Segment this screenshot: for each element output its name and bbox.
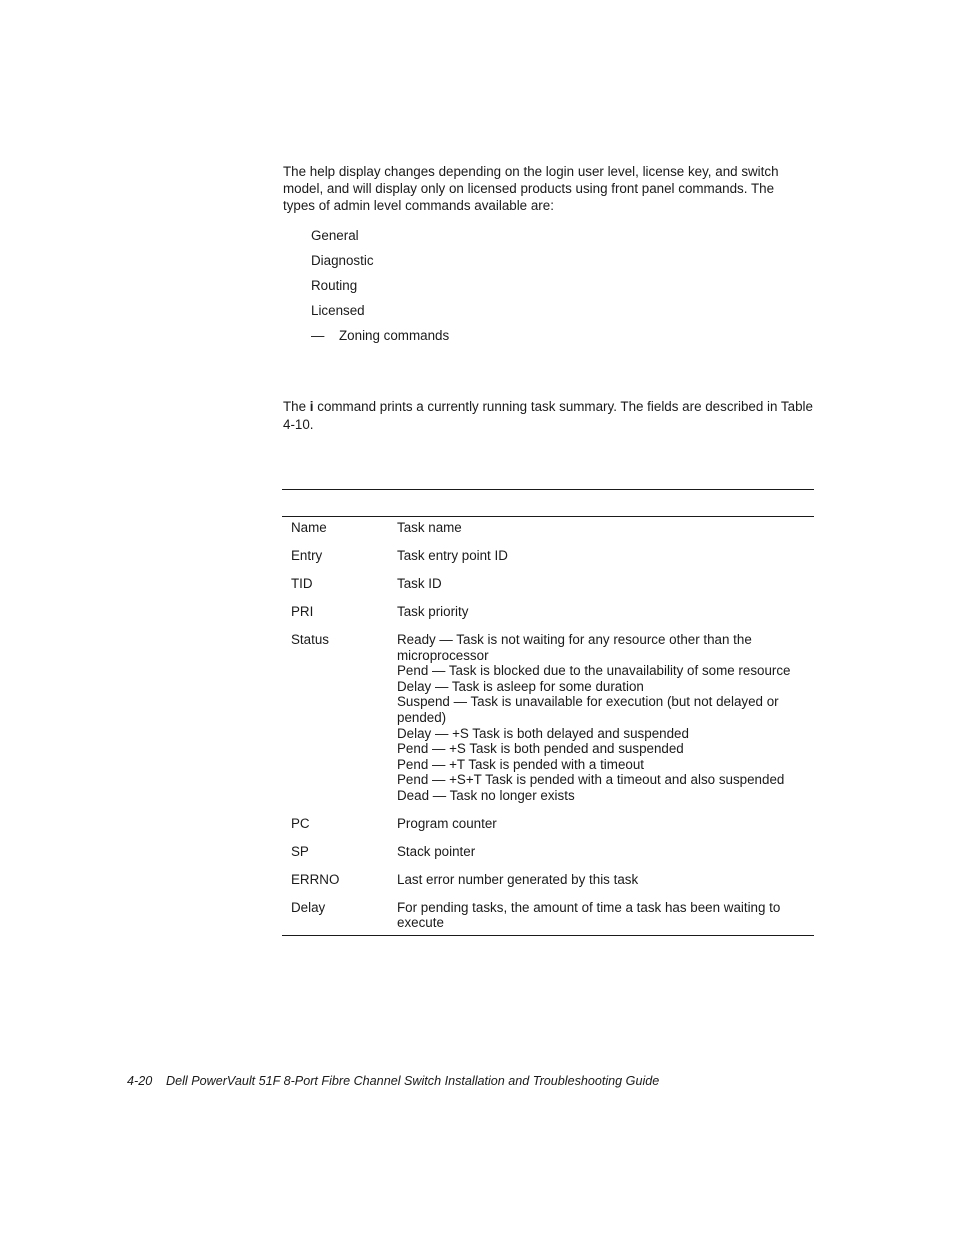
field-name: ERRNO: [291, 871, 340, 887]
list-item: General: [311, 228, 359, 243]
table-body: [282, 520, 814, 931]
description-line: Task entry point ID: [397, 547, 508, 563]
description-line: Suspend — Task is unavailable for execution (but not delayed or pended): [397, 694, 779, 725]
description-line: Task priority: [397, 603, 469, 619]
field-description: [397, 900, 814, 931]
field-name: Entry: [291, 547, 323, 563]
command-description: [283, 398, 813, 434]
table-row: [282, 520, 814, 548]
field-name: Status: [291, 631, 329, 647]
description-line: Pend — +T Task is pended with a timeout: [397, 756, 644, 772]
table-header-rule: [282, 516, 814, 517]
field-name: Delay: [291, 899, 326, 915]
document-title: Dell PowerVault 51F 8-Port Fibre Channel Switch Installation and Troubleshooting Guide: [166, 1074, 660, 1088]
dash-bullet: —: [311, 328, 325, 343]
description-line: Delay — +S Task is both delayed and suspended: [397, 725, 689, 741]
sub-list-item-text: Zoning commands: [339, 328, 450, 343]
field-description: [397, 872, 814, 900]
description-line: Pend — +S Task is both pended and suspended: [397, 741, 684, 757]
field-description: [397, 548, 814, 576]
description-line: Stack pointer: [397, 843, 476, 859]
description-line: Pend — Task is blocked due to the unavailability of some resource: [397, 663, 791, 679]
description-line: Task name: [397, 520, 462, 535]
field-description: [397, 816, 814, 844]
description-line: Delay — Task is asleep for some duration: [397, 678, 644, 694]
sub-list-item: [311, 327, 449, 352]
field-name: PC: [291, 815, 310, 831]
field-description: [397, 632, 814, 816]
command-type-list: [311, 227, 449, 352]
list-item: Routing: [311, 278, 358, 293]
list-item: Licensed: [311, 303, 365, 318]
description-line: Pend — +S+T Task is pended with a timeout and also suspended: [397, 772, 785, 788]
table-top-rule: [282, 489, 814, 490]
table-row: [282, 900, 814, 931]
description-line: Ready — Task is not waiting for any resource other than the microprocessor: [397, 631, 752, 663]
description-line: Program counter: [397, 815, 497, 831]
field-name: TID: [291, 575, 313, 591]
field-description: [397, 604, 814, 632]
table-row: [282, 844, 814, 872]
field-description: [397, 844, 814, 872]
command-name: i: [309, 399, 314, 414]
field-name: PRI: [291, 603, 314, 619]
field-name: Name: [291, 520, 327, 535]
table-bottom-rule: [282, 935, 814, 936]
field-description: [397, 520, 814, 548]
description-lead: The: [283, 399, 310, 414]
table-row: [282, 872, 814, 900]
table-row: [282, 604, 814, 632]
description-line: Dead — Task no longer exists: [397, 787, 575, 803]
intro-paragraph: The help display changes depending on the login user level, license key, and switch model, and will display only on licensed products using front panel commands. The types of admin level commands available are:: [283, 164, 779, 213]
description-line: Last error number generated by this task: [397, 871, 639, 887]
list-item: Diagnostic: [311, 253, 374, 268]
table-row: [282, 576, 814, 604]
table-row: [282, 816, 814, 844]
field-description: [397, 576, 814, 604]
field-name: SP: [291, 843, 309, 859]
task-fields-table: [282, 520, 814, 931]
page-number: 4-20: [127, 1074, 153, 1088]
table-row: [282, 632, 814, 816]
description-line: For pending tasks, the amount of time a task has been waiting to execute: [397, 899, 781, 931]
table-row: [282, 548, 814, 576]
description-line: Task ID: [397, 575, 442, 591]
description-rest: command prints a currently running task summary. The fields are described in Table 4-10.: [283, 399, 813, 432]
page-footer: [127, 1074, 659, 1088]
